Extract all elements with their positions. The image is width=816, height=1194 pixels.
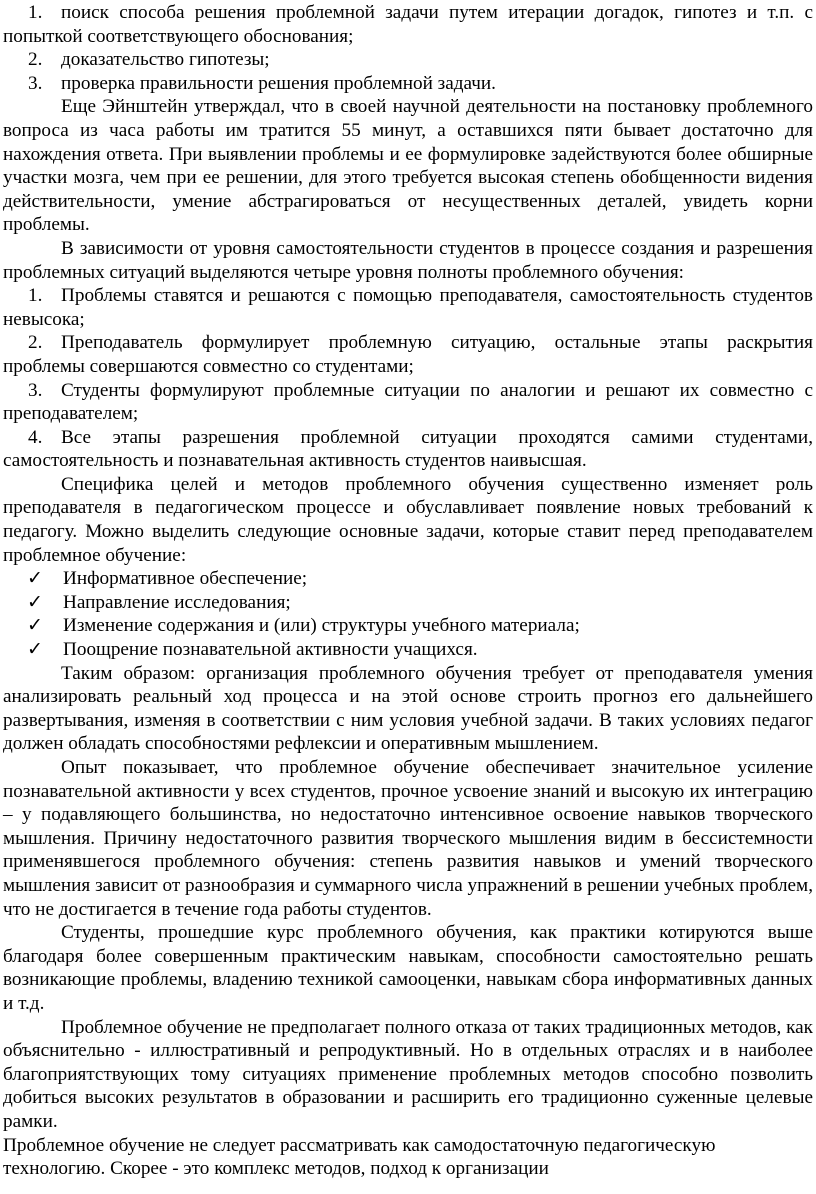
list-item-text: проверка правильности решения проблемной задачи.: [61, 72, 496, 94]
paragraph-experience: Опыт показывает, что проблемное обучение обеспечивает значительное усиление познавательной активности у всех студентов, прочное усвоение знаний и высокую их интеграцию – у подавляющего большинства, но недостаточно интенсивное освоение навыков творческого мышления. Причину недостаточного развития творческого мышления видим в бессистемности применявшегося проблемного обучения: степень развития навыков и умений творческого мышления зависит от разнообразия и суммарного числа упражнений в решении учебных проблем, что не достигается в течение года работы студентов.: [3, 757, 813, 920]
list-item-top-3: [3, 72, 813, 96]
list-item-text: Студенты формулируют проблемные ситуации по аналогии и решают их совместно с преподавателем;: [3, 379, 813, 425]
task-item-1: [3, 567, 813, 591]
list-item-top-1: [3, 1, 813, 48]
task-item-4: [3, 638, 813, 662]
list-item-text: поиск способа решения проблемной задачи путем итерации догадок, гипотез и т.п. с попыткой соответствующего обоснования;: [3, 2, 813, 47]
task-text: Поощрение познавательной активности учащихся.: [63, 639, 478, 661]
checkmark-icon: ✓: [26, 615, 44, 637]
task-text: Направление исследования;: [63, 591, 291, 613]
list-item-text: доказательство гипотезы;: [61, 49, 270, 71]
list-item-text: Преподаватель формулирует проблемную ситуацию, остальные этапы раскрытия проблемы совершаются совместно со студентами;: [3, 332, 813, 377]
paragraph-levels-intro: В зависимости от уровня самостоятельности студентов в процессе создания и разрешения проблемных ситуаций выделяются четыре уровня полноты проблемного обучения:: [3, 237, 813, 283]
task-item-3: [3, 614, 813, 638]
paragraph-final-line-2: технологию. Скорее - это комплекс методов, подход к организации: [3, 1158, 549, 1180]
checkmark-icon: ✓: [26, 591, 44, 613]
paragraph-final-line-1: Проблемное обучение не следует рассматривать как самодостаточную педагогическую: [3, 1134, 716, 1156]
list-number: 2.: [28, 49, 43, 71]
task-text: Изменение содержания и (или) структуры учебного материала;: [63, 615, 580, 637]
paragraph-no-rejection: Проблемное обучение не предполагает полного отказа от таких традиционных методов, как объяснительно - иллюстративный и репродуктивный. Но в отдельных отраслях и в наиболее благоприятствующих тому ситуациях применение проблемных методов способно позволить добиться высоких результатов в образовании и расширить его традиционно суженные целевые рамки.: [3, 1016, 813, 1132]
list-number: 1.: [28, 2, 43, 23]
task-text: Информативное обеспечение;: [63, 568, 308, 590]
list-number: 1.: [28, 285, 43, 307]
list-number: 4.: [28, 426, 43, 448]
paragraph-einstein: Еще Эйнштейн утверждал, что в своей научной деятельности на постановку проблемного вопроса из часа работы им тратится 55 минут, а оставшихся пяти бывает достаточно для нахождения ответа. При выявлении проблемы и ее формулировке задействуются более обширные участки мозга, чем при ее решении, для этого требуется высокая степень обобщенности видения действительности, умение абстрагироваться от несущественных деталей, увидеть корни проблемы.: [3, 96, 813, 236]
list-number: 3.: [28, 379, 43, 401]
paragraph-specifics: Специфика целей и методов проблемного обучения существенно изменяет роль преподавателя в педагогическом процессе и обуславливает появление новых требований к педагогу. Можно выделить следующие основные задачи, которые ставит перед преподавателем проблемное обучение:: [3, 473, 813, 566]
level-item-1: [3, 284, 813, 331]
level-item-3: [3, 379, 813, 426]
task-item-2: [3, 591, 813, 615]
level-item-4: [3, 426, 813, 473]
list-number: 2.: [28, 332, 43, 354]
list-item-text: Проблемы ставятся и решаются с помощью преподавателя, самостоятельность студентов невысока;: [3, 285, 813, 330]
paragraph-thus: Таким образом: организация проблемного обучения требует от преподавателя умения анализировать реальный ход процесса и на этой основе строить прогноз его дальнейшего развертывания, изменяя в соответствии с ним условия учебной задачи. В таких условиях педагог должен обладать способностями рефлексии и оперативным мышлением.: [3, 662, 813, 755]
list-item-text: Все этапы разрешения проблемной ситуации проходятся самими студентами, самостоятельность и познавательная активность студентов наивысшая.: [3, 426, 813, 472]
level-item-2: [3, 331, 813, 378]
checkmark-icon: ✓: [26, 568, 44, 590]
list-item-top-2: [3, 48, 813, 72]
list-number: 3.: [28, 72, 43, 94]
checkmark-icon: ✓: [26, 639, 44, 661]
paragraph-students: Студенты, прошедшие курс проблемного обучения, как практики котируются выше благодаря более совершенным практическим навыкам, способности самостоятельно решать возникающие проблемы, владению техникой самооценки, навыкам сбора информативных данных и т.д.: [3, 922, 813, 1014]
